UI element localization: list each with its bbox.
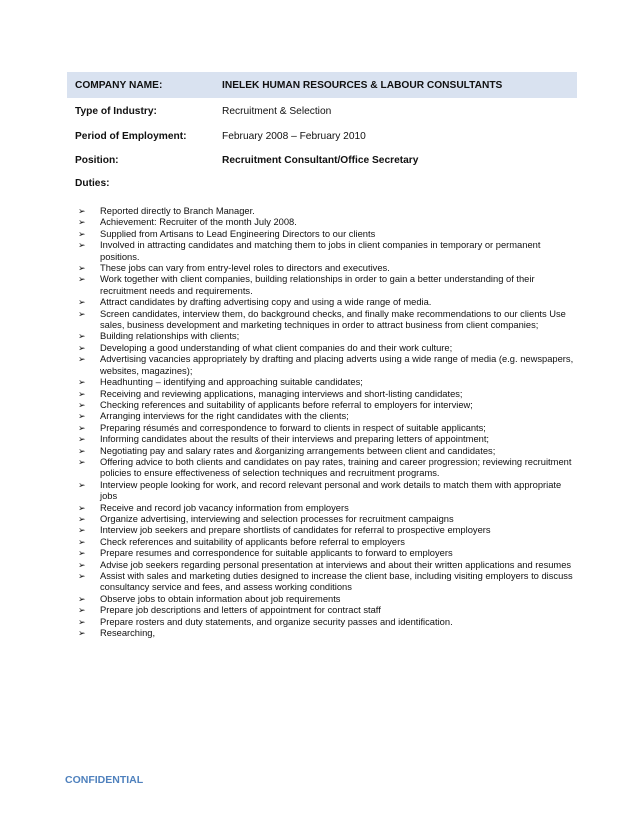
duty-text: Interview job seekers and prepare shortlists of candidates for referral to prospective employers xyxy=(100,525,491,536)
arrow-bullet-icon: ➢ xyxy=(78,525,86,536)
arrow-bullet-icon: ➢ xyxy=(78,308,86,319)
duty-item xyxy=(78,229,578,240)
duty-text: Interview people looking for work, and record relevant personal and work details to match them with appropriate jobs xyxy=(100,479,562,502)
industry-value: Recruitment & Selection xyxy=(222,105,332,117)
duty-text: Advertising vacancies appropriately by drafting and placing adverts using a wide range of media (e.g. newspapers, websites, magazines); xyxy=(100,354,574,376)
arrow-bullet-icon: ➢ xyxy=(78,217,86,228)
duty-item xyxy=(78,217,578,228)
duty-item xyxy=(78,605,578,616)
duty-text: Receive and record job vacancy information from employers xyxy=(100,502,349,513)
arrow-bullet-icon: ➢ xyxy=(78,388,86,399)
duty-item xyxy=(78,411,578,422)
duty-text: Reported directly to Branch Manager. xyxy=(100,206,255,216)
duty-item xyxy=(78,503,578,514)
period-row xyxy=(67,124,577,148)
duty-item xyxy=(78,537,578,548)
industry-row xyxy=(67,98,577,124)
confidential-footer: CONFIDENTIAL xyxy=(65,774,144,786)
arrow-bullet-icon: ➢ xyxy=(78,548,86,559)
duty-item xyxy=(78,594,578,605)
arrow-bullet-icon: ➢ xyxy=(78,399,86,410)
duty-text: Prepare job descriptions and letters of appointment for contract staff xyxy=(100,605,381,616)
duty-text: Receiving and reviewing applications, managing interviews and short-listing candidates; xyxy=(100,388,463,399)
duty-text: Researching, xyxy=(100,628,156,639)
company-label: COMPANY NAME: xyxy=(75,79,163,91)
arrow-bullet-icon: ➢ xyxy=(78,559,86,570)
duty-item xyxy=(78,354,578,377)
duty-item xyxy=(78,514,578,525)
duty-text: Arranging interviews for the right candidates with the clients; xyxy=(100,411,349,422)
arrow-bullet-icon: ➢ xyxy=(78,274,86,285)
duty-text: These jobs can vary from entry-level roles to directors and executives. xyxy=(100,263,390,274)
duty-text: Involved in attracting candidates and matching them to jobs in client companies in temporary or permanent positions. xyxy=(100,240,541,262)
duty-text: Informing candidates about the results of their interviews and preparing letters of appointment; xyxy=(100,434,490,445)
duty-item xyxy=(78,377,578,388)
duty-item xyxy=(78,331,578,342)
duty-item xyxy=(78,480,578,503)
duty-item xyxy=(78,389,578,400)
duty-text: Building relationships with clients; xyxy=(100,331,240,342)
duty-item xyxy=(78,343,578,354)
arrow-bullet-icon: ➢ xyxy=(78,571,86,581)
duty-text: Attract candidates by drafting advertising copy and using a wide range of media. xyxy=(100,297,432,308)
duty-text: Developing a good understanding of what client companies do and their work culture; xyxy=(100,342,453,353)
company-value: INELEK HUMAN RESOURCES & LABOUR CONSULTANTS xyxy=(222,79,503,91)
duty-item xyxy=(78,571,578,594)
duty-item xyxy=(78,423,578,434)
duty-item xyxy=(78,434,578,445)
duty-text: Observe jobs to obtain information about job requirements xyxy=(100,593,341,604)
duties-row xyxy=(67,172,577,194)
duty-text: Negotiating pay and salary rates and &organizing arrangements between client and candidates; xyxy=(100,445,496,456)
arrow-bullet-icon: ➢ xyxy=(78,513,86,524)
arrow-bullet-icon: ➢ xyxy=(78,422,86,433)
arrow-bullet-icon: ➢ xyxy=(78,616,86,627)
arrow-bullet-icon: ➢ xyxy=(78,228,86,239)
arrow-bullet-icon: ➢ xyxy=(78,628,86,639)
arrow-bullet-icon: ➢ xyxy=(78,331,86,342)
duty-text: Preparing résumés and correspondence to forward to clients in respect of suitable applicants; xyxy=(100,422,486,433)
arrow-bullet-icon: ➢ xyxy=(78,479,86,490)
arrow-bullet-icon: ➢ xyxy=(78,240,86,251)
company-row xyxy=(67,72,577,98)
duty-text: Assist with sales and marketing duties designed to increase the client base, including visiting employers to discuss consultancy service and fees, and assess working conditions xyxy=(100,571,573,593)
duty-text: Offering advice to both clients and candidates on pay rates, training and career progression; reviewing recruitment policies to ensure effectiveness of selection techniques and recruitment programs. xyxy=(100,456,572,479)
arrow-bullet-icon: ➢ xyxy=(78,263,86,274)
duty-text: Supplied from Artisans to Lead Engineering Directors to our clients xyxy=(100,228,376,239)
period-value: February 2008 – February 2010 xyxy=(222,130,366,142)
duty-item xyxy=(78,400,578,411)
arrow-bullet-icon: ➢ xyxy=(78,502,86,513)
duty-text: Headhunting – identifying and approaching suitable candidates; xyxy=(100,377,363,388)
arrow-bullet-icon: ➢ xyxy=(78,605,86,616)
duty-item xyxy=(78,560,578,571)
arrow-bullet-icon: ➢ xyxy=(78,593,86,604)
position-row xyxy=(67,148,577,172)
arrow-bullet-icon: ➢ xyxy=(78,434,86,445)
duty-item xyxy=(78,240,578,263)
duty-item xyxy=(78,446,578,457)
position-value: Recruitment Consultant/Office Secretary xyxy=(222,154,419,166)
duty-text: Achievement: Recruiter of the month July 2008. xyxy=(100,217,297,228)
position-label: Position: xyxy=(75,154,119,166)
arrow-bullet-icon: ➢ xyxy=(78,456,86,467)
duties-list xyxy=(78,206,578,639)
duty-item xyxy=(78,263,578,274)
duty-text: Organize advertising, interviewing and selection processes for recruitment campaigns xyxy=(100,513,454,524)
duty-item xyxy=(78,274,578,297)
duty-item xyxy=(78,548,578,559)
arrow-bullet-icon: ➢ xyxy=(78,445,86,456)
duty-item xyxy=(78,297,578,308)
duty-text: Work together with client companies, building relationships in order to gain a better understanding of their recruitment needs and requirements. xyxy=(100,274,535,296)
duty-item xyxy=(78,206,578,217)
duty-item xyxy=(78,617,578,628)
arrow-bullet-icon: ➢ xyxy=(78,342,86,353)
arrow-bullet-icon: ➢ xyxy=(78,354,86,365)
arrow-bullet-icon: ➢ xyxy=(78,297,86,308)
arrow-bullet-icon: ➢ xyxy=(78,206,86,216)
arrow-bullet-icon: ➢ xyxy=(78,536,86,547)
arrow-bullet-icon: ➢ xyxy=(78,377,86,388)
duty-item xyxy=(78,309,578,332)
period-label: Period of Employment: xyxy=(75,130,187,142)
employment-info-table xyxy=(67,72,577,194)
duty-text: Checking references and suitability of applicants before referral to employers for interview; xyxy=(100,399,473,410)
duty-text: Advise job seekers regarding personal presentation at interviews and about their written applications and resumes xyxy=(100,559,572,570)
industry-label: Type of Industry: xyxy=(75,105,157,117)
duty-item xyxy=(78,628,578,639)
duties-label: Duties: xyxy=(75,177,110,189)
duty-text: Prepare resumes and correspondence for suitable applicants to forward to employers xyxy=(100,548,453,559)
duty-item xyxy=(78,457,578,480)
arrow-bullet-icon: ➢ xyxy=(78,411,86,422)
duty-text: Prepare rosters and duty statements, and organize security passes and identification. xyxy=(100,616,453,627)
duty-item xyxy=(78,525,578,536)
duty-text: Check references and suitability of applicants before referral to employers xyxy=(100,536,405,547)
duty-text: Screen candidates, interview them, do background checks, and finally make recommendations to our clients Use sales, business development and marketing techniques in order to attract business from client companies; xyxy=(100,308,566,331)
